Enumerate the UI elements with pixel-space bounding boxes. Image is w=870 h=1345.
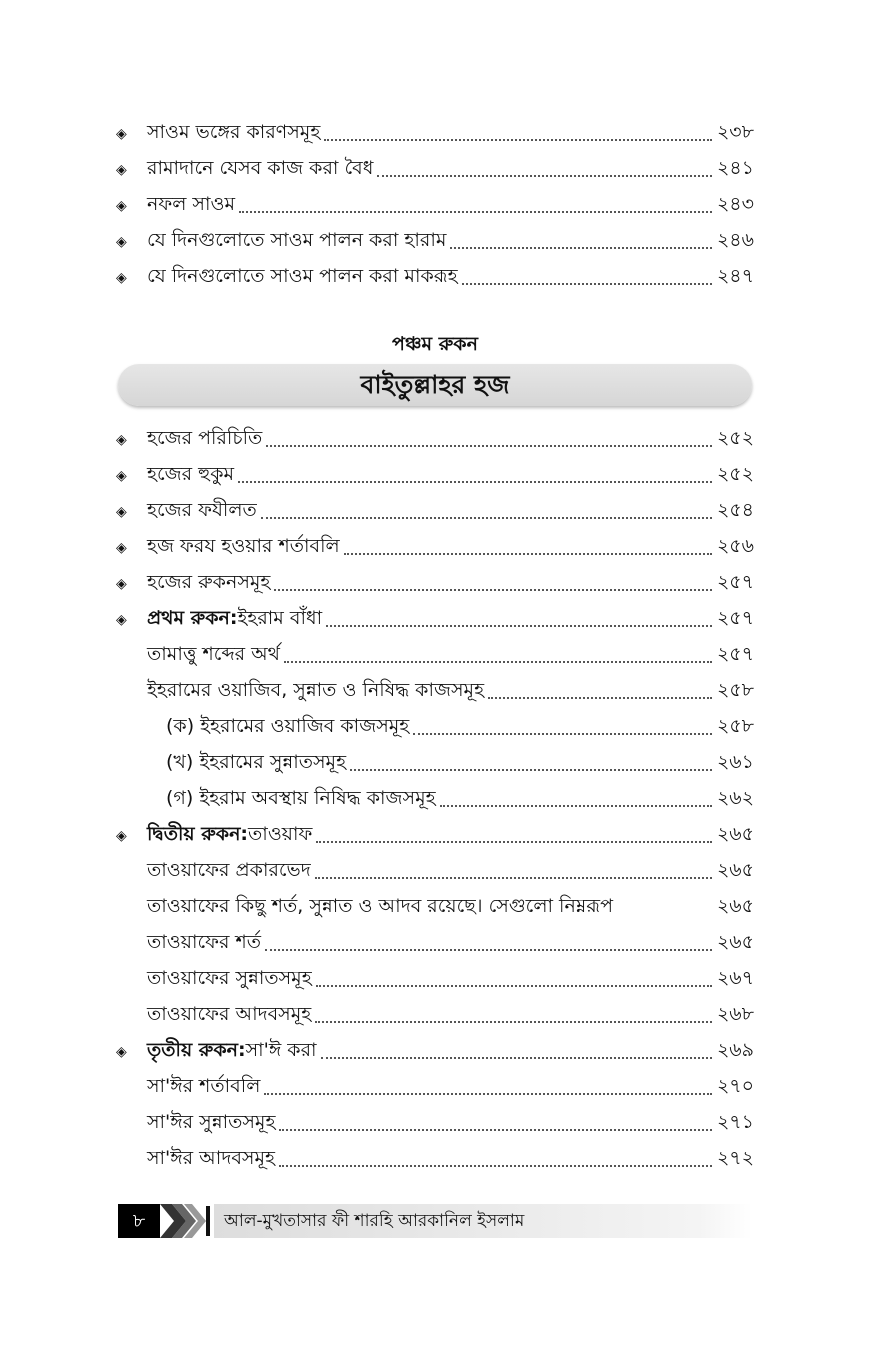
entry-page-number: ২৬১ — [716, 751, 754, 773]
entry-page-number: ২৬৫ — [716, 823, 754, 845]
entry-title: (ক) ইহরামের ওয়াজিব কাজসমূহ — [166, 715, 410, 737]
toc-entry[interactable] — [116, 188, 754, 224]
entry-page-number: ২৬৮ — [716, 1003, 754, 1025]
entry-title: রামাদানে যেসব কাজ করা বৈধ — [147, 157, 374, 179]
dot-leader — [279, 1165, 712, 1167]
dot-leader — [315, 877, 712, 879]
toc-entry[interactable] — [116, 854, 754, 890]
toc-entry[interactable] — [116, 674, 754, 710]
entry-page-number: ২৫২ — [716, 463, 754, 485]
entry-prefix: তৃতীয় রুকন: — [147, 1039, 246, 1061]
entry-title: সা'ঈর সুন্নাতসমূহ — [147, 1111, 276, 1133]
entry-page-number: ২৫৭ — [716, 607, 754, 629]
entry-title: যে দিনগুলোতে সাওম পালন করা হারাম — [147, 229, 447, 251]
dot-leader — [413, 733, 712, 735]
toc-entry[interactable] — [116, 1070, 754, 1106]
toc-entry[interactable] — [116, 224, 754, 260]
entry-title: নফল সাওম — [147, 193, 236, 215]
toc-entry[interactable] — [116, 998, 754, 1034]
dot-leader — [261, 517, 712, 519]
toc-entry[interactable] — [116, 818, 754, 854]
entry-prefix: প্রথম রুকন: — [147, 607, 238, 629]
dot-leader — [324, 139, 712, 141]
entry-page-number: ২৫৬ — [716, 535, 754, 557]
toc-entry[interactable] — [116, 494, 754, 530]
toc-entry[interactable] — [116, 260, 754, 296]
toc-entry[interactable] — [116, 152, 754, 188]
dot-leader — [440, 805, 712, 807]
entry-page-number: ২৬৫ — [716, 931, 754, 953]
diamond-bullet-icon: ◈ — [116, 612, 127, 628]
entry-page-number: ২৫৭ — [716, 643, 754, 665]
toc-list-hajj — [116, 422, 754, 1178]
dot-leader — [264, 1093, 712, 1095]
entry-title: হজের হুকুম — [147, 463, 235, 485]
toc-entry[interactable] — [116, 1106, 754, 1142]
dot-leader — [344, 553, 712, 555]
diamond-bullet-icon: ◈ — [116, 270, 127, 286]
diamond-bullet-icon: ◈ — [116, 432, 127, 448]
diamond-bullet-icon: ◈ — [116, 540, 127, 556]
entry-page-number: ২৫২ — [716, 427, 754, 449]
entry-page-number: ২৭০ — [716, 1075, 754, 1097]
diamond-bullet-icon: ◈ — [116, 1044, 127, 1060]
entry-title: হজ ফরয হওয়ার শর্তাবলি — [147, 535, 340, 557]
toc-entry[interactable] — [116, 926, 754, 962]
dot-leader — [238, 481, 712, 483]
entry-page-number: ২৬৭ — [716, 967, 754, 989]
entry-title: তাওয়াফের শর্ত — [147, 931, 261, 953]
entry-page-number: ২৬২ — [716, 787, 754, 809]
entry-page-number: ২৬৯ — [716, 1039, 754, 1061]
entry-title: ইহরামের ওয়াজিব, সুন্নাত ও নিষিদ্ধ কাজসমূহ — [147, 679, 485, 701]
page-footer — [118, 1204, 752, 1238]
entry-page-number: ২৬৫ — [716, 859, 754, 881]
toc-entry[interactable] — [116, 962, 754, 998]
dot-leader — [350, 769, 712, 771]
dot-leader — [462, 283, 712, 285]
dot-leader — [315, 1021, 712, 1023]
book-title: আল-মুখতাসার ফী শারহি আরকানিল ইসলাম — [214, 1204, 752, 1238]
diamond-bullet-icon: ◈ — [116, 198, 127, 214]
dot-leader — [326, 625, 712, 627]
dot-leader — [266, 445, 712, 447]
toc-entry[interactable] — [116, 566, 754, 602]
entry-prefix: দ্বিতীয় রুকন: — [147, 823, 249, 845]
entry-page-number: ২৪৭ — [716, 265, 754, 287]
dot-leader — [265, 949, 712, 951]
toc-entry[interactable] — [116, 422, 754, 458]
dot-leader — [316, 841, 712, 843]
toc-entry[interactable] — [116, 116, 754, 152]
entry-title: সা'ঈর শর্তাবলি — [147, 1075, 261, 1097]
entry-title: সা'ঈ করা — [245, 1039, 317, 1061]
diamond-bullet-icon: ◈ — [116, 504, 127, 520]
entry-title: তাওয়াফ — [248, 823, 313, 845]
entry-page-number: ২৪৬ — [716, 229, 754, 251]
entry-title: যে দিনগুলোতে সাওম পালন করা মাকরূহ — [147, 265, 458, 287]
entry-title: তাওয়াফের কিছু শর্ত, সুন্নাত ও আদব রয়েছে। সেগুলো নিম্নরূপ — [147, 895, 614, 917]
toc-entry[interactable] — [116, 746, 754, 782]
entry-page-number: ২৪১ — [716, 157, 754, 179]
diamond-bullet-icon: ◈ — [116, 126, 127, 142]
entry-title: তাওয়াফের প্রকারভেদ — [147, 859, 311, 881]
entry-page-number: ২৭১ — [716, 1111, 754, 1133]
diamond-bullet-icon: ◈ — [116, 468, 127, 484]
dot-leader — [279, 1129, 712, 1131]
entry-page-number: ২৭২ — [716, 1147, 754, 1169]
toc-entry[interactable] — [116, 782, 754, 818]
toc-entry[interactable] — [116, 638, 754, 674]
page-number: ৮ — [118, 1204, 160, 1238]
chevrons-icon — [158, 1204, 206, 1238]
toc-entry[interactable] — [116, 530, 754, 566]
entry-page-number: ২৫৪ — [716, 499, 754, 521]
toc-entry[interactable] — [116, 1142, 754, 1178]
entry-title: হজের পরিচিতি — [147, 427, 263, 449]
diamond-bullet-icon: ◈ — [116, 828, 127, 844]
entry-title: (গ) ইহরাম অবস্থায় নিষিদ্ধ কাজসমূহ — [166, 787, 436, 809]
diamond-bullet-icon: ◈ — [116, 234, 127, 250]
entry-title: তামাত্তু শব্দের অর্থ — [147, 643, 280, 665]
entry-page-number: ২৫৮ — [716, 715, 754, 737]
entry-title: ইহরাম বাঁধা — [237, 607, 323, 629]
toc-entry[interactable] — [116, 890, 754, 926]
dot-leader — [377, 175, 712, 177]
entry-page-number: ২৬৫ — [716, 895, 754, 917]
dot-leader — [284, 661, 712, 663]
entry-title: (খ) ইহরামের সুন্নাতসমূহ — [166, 751, 347, 773]
entry-title: তাওয়াফের সুন্নাতসমূহ — [147, 967, 312, 989]
dot-leader — [321, 1057, 712, 1059]
toc-entry[interactable] — [116, 710, 754, 746]
entry-title: তাওয়াফের আদবসমূহ — [147, 1003, 312, 1025]
dot-leader — [488, 697, 712, 699]
toc-entry[interactable] — [116, 1034, 754, 1070]
entry-title: হজের রুকনসমূহ — [147, 571, 271, 593]
entry-page-number: ২৫৮ — [716, 679, 754, 701]
entry-title: সাওম ভঙ্গের কারণসমূহ — [147, 121, 321, 143]
divider-bar — [206, 1206, 210, 1236]
diamond-bullet-icon: ◈ — [116, 576, 127, 592]
entry-page-number: ২৫৭ — [716, 571, 754, 593]
dot-leader — [239, 211, 712, 213]
diamond-bullet-icon: ◈ — [116, 162, 127, 178]
dot-leader — [274, 589, 712, 591]
dot-leader — [450, 247, 712, 249]
dot-leader — [316, 985, 712, 987]
entry-page-number: ২৩৮ — [716, 121, 754, 143]
toc-entry[interactable] — [116, 458, 754, 494]
section-subheading: পঞ্চম রুকন — [392, 333, 478, 355]
entry-page-number: ২৪৩ — [716, 193, 754, 215]
toc-list-saum — [116, 116, 754, 296]
entry-title: সা'ঈর আদবসমূহ — [147, 1147, 275, 1169]
toc-entry[interactable] — [116, 602, 754, 638]
entry-title: হজের ফযীলত — [147, 499, 257, 521]
section-title-banner: বাইতুল্লাহর হজ — [118, 364, 752, 406]
